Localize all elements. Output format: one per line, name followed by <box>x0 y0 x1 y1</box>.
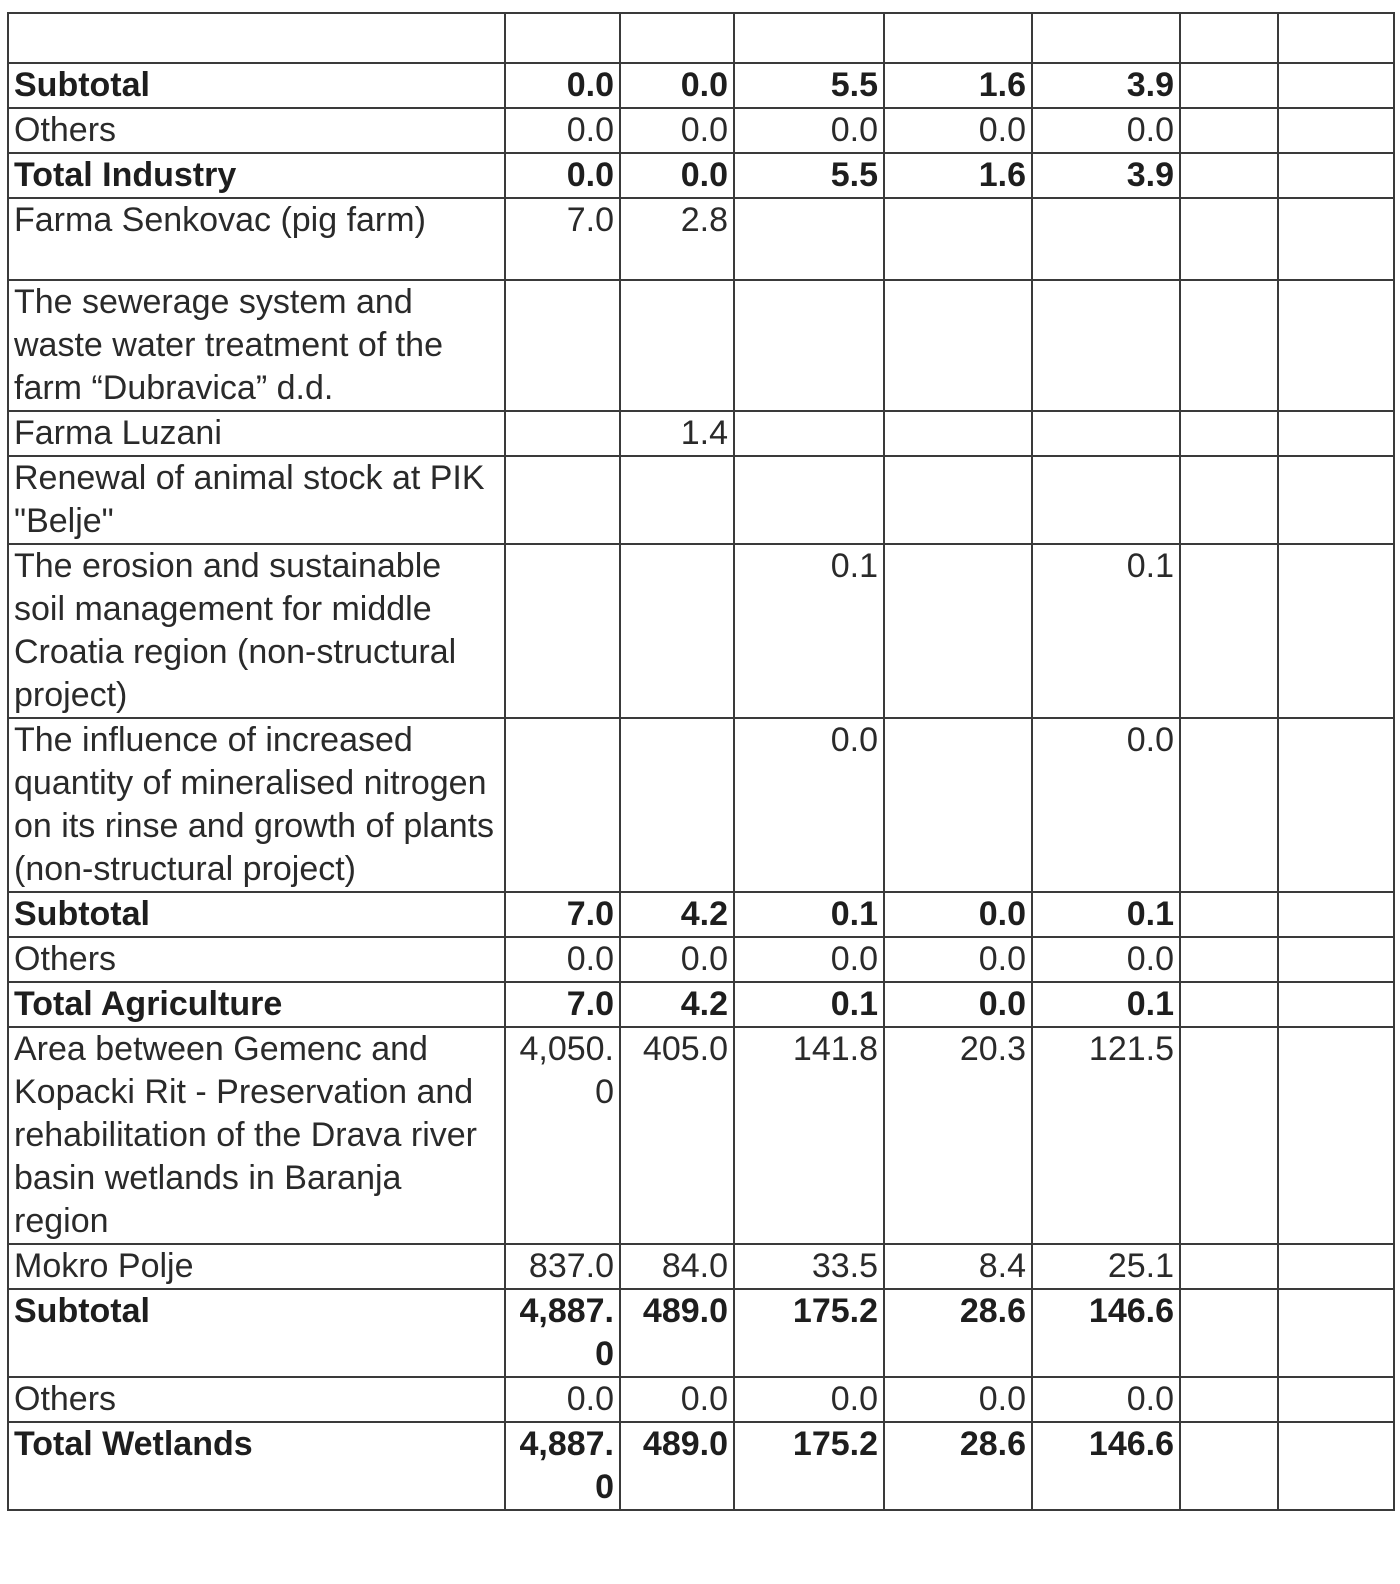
value-cell: 5.5 <box>734 153 884 198</box>
value-cell: 20.3 <box>884 1027 1032 1244</box>
value-cell: 0.0 <box>1032 718 1180 892</box>
value-cell: 0.0 <box>620 1377 734 1422</box>
value-cell: 146.6 <box>1032 1422 1180 1510</box>
value-cell <box>1180 108 1278 153</box>
row-label-cell: Mokro Polje <box>8 1244 505 1289</box>
value-cell <box>1180 1027 1278 1244</box>
value-cell <box>734 456 884 544</box>
value-cell: 0.0 <box>620 153 734 198</box>
row-label-cell: Others <box>8 937 505 982</box>
value-cell: 0.0 <box>884 937 1032 982</box>
value-cell <box>1278 982 1394 1027</box>
value-cell <box>884 411 1032 456</box>
value-cell <box>620 13 734 63</box>
value-cell <box>1032 280 1180 411</box>
table-row <box>8 937 1394 982</box>
value-cell: 175.2 <box>734 1289 884 1377</box>
value-cell: 0.1 <box>734 544 884 718</box>
row-label-cell: Subtotal <box>8 63 505 108</box>
value-cell: 121.5 <box>1032 1027 1180 1244</box>
value-cell <box>1278 153 1394 198</box>
value-cell: 0.0 <box>505 153 620 198</box>
value-cell: 84.0 <box>620 1244 734 1289</box>
value-cell <box>884 13 1032 63</box>
row-label-cell: The influence of increased quantity of mineralised nitrogen on its rinse and growth of plants (non-structural project) <box>8 718 505 892</box>
value-cell <box>1180 1289 1278 1377</box>
value-cell <box>1278 937 1394 982</box>
row-label-cell: Total Agriculture <box>8 982 505 1027</box>
data-table <box>7 12 1395 1511</box>
value-cell: 0.0 <box>505 1377 620 1422</box>
table-row <box>8 982 1394 1027</box>
table-row <box>8 1244 1394 1289</box>
row-label-cell: Farma Senkovac (pig farm) <box>8 198 505 280</box>
row-label-cell: The erosion and sustainable soil management for middle Croatia region (non-structural project) <box>8 544 505 718</box>
value-cell <box>1278 280 1394 411</box>
value-cell <box>620 280 734 411</box>
value-cell: 0.0 <box>505 63 620 108</box>
value-cell: 7.0 <box>505 982 620 1027</box>
value-cell <box>1032 411 1180 456</box>
value-cell: 7.0 <box>505 198 620 280</box>
value-cell <box>1180 544 1278 718</box>
value-cell <box>734 198 884 280</box>
value-cell: 4.2 <box>620 892 734 937</box>
value-cell <box>884 544 1032 718</box>
value-cell: 175.2 <box>734 1422 884 1510</box>
value-cell <box>1278 1422 1394 1510</box>
value-cell <box>620 456 734 544</box>
value-cell <box>505 280 620 411</box>
value-cell <box>1032 456 1180 544</box>
value-cell: 8.4 <box>884 1244 1032 1289</box>
row-label-cell: Subtotal <box>8 892 505 937</box>
value-cell <box>1278 1377 1394 1422</box>
table-row <box>8 198 1394 280</box>
value-cell <box>1180 153 1278 198</box>
value-cell: 28.6 <box>884 1289 1032 1377</box>
value-cell: 4.2 <box>620 982 734 1027</box>
value-cell: 489.0 <box>620 1422 734 1510</box>
value-cell: 141.8 <box>734 1027 884 1244</box>
value-cell <box>1180 1377 1278 1422</box>
table-row <box>8 456 1394 544</box>
value-cell <box>1278 1244 1394 1289</box>
value-cell: 3.9 <box>1032 153 1180 198</box>
row-label-cell <box>8 13 505 63</box>
value-cell <box>1278 718 1394 892</box>
value-cell: 28.6 <box>884 1422 1032 1510</box>
table-row <box>8 544 1394 718</box>
value-cell <box>1278 63 1394 108</box>
value-cell: 0.0 <box>1032 108 1180 153</box>
value-cell: 7.0 <box>505 892 620 937</box>
table-row <box>8 411 1394 456</box>
table-row <box>8 1289 1394 1377</box>
value-cell: 1.6 <box>884 153 1032 198</box>
table-row <box>8 1377 1394 1422</box>
table-row <box>8 63 1394 108</box>
value-cell <box>1180 280 1278 411</box>
table-row <box>8 280 1394 411</box>
value-cell <box>1278 198 1394 280</box>
value-cell: 4,050.0 <box>505 1027 620 1244</box>
value-cell <box>1278 1027 1394 1244</box>
value-cell: 837.0 <box>505 1244 620 1289</box>
value-cell <box>505 544 620 718</box>
value-cell: 4,887.0 <box>505 1422 620 1510</box>
table-row <box>8 892 1394 937</box>
value-cell <box>1278 1289 1394 1377</box>
value-cell <box>1180 13 1278 63</box>
value-cell <box>1278 13 1394 63</box>
value-cell <box>505 456 620 544</box>
table-body <box>8 13 1394 1510</box>
value-cell: 4,887.0 <box>505 1289 620 1377</box>
row-label-cell: Others <box>8 1377 505 1422</box>
value-cell: 0.0 <box>1032 1377 1180 1422</box>
table-row <box>8 1422 1394 1510</box>
value-cell <box>734 280 884 411</box>
value-cell: 0.1 <box>1032 982 1180 1027</box>
value-cell: 489.0 <box>620 1289 734 1377</box>
value-cell: 0.0 <box>620 937 734 982</box>
value-cell: 0.0 <box>734 108 884 153</box>
value-cell <box>620 718 734 892</box>
value-cell: 0.1 <box>734 982 884 1027</box>
value-cell <box>1180 456 1278 544</box>
value-cell: 0.0 <box>884 108 1032 153</box>
value-cell <box>1180 198 1278 280</box>
value-cell: 1.4 <box>620 411 734 456</box>
value-cell <box>1278 456 1394 544</box>
value-cell <box>1278 108 1394 153</box>
value-cell <box>1180 892 1278 937</box>
value-cell: 2.8 <box>620 198 734 280</box>
value-cell <box>1278 411 1394 456</box>
value-cell: 0.0 <box>620 108 734 153</box>
value-cell: 0.1 <box>734 892 884 937</box>
row-label-cell: Total Industry <box>8 153 505 198</box>
table-row <box>8 13 1394 63</box>
value-cell <box>1032 198 1180 280</box>
value-cell: 0.0 <box>734 937 884 982</box>
value-cell: 3.9 <box>1032 63 1180 108</box>
value-cell: 0.0 <box>884 982 1032 1027</box>
value-cell <box>1180 1244 1278 1289</box>
value-cell: 5.5 <box>734 63 884 108</box>
value-cell <box>884 718 1032 892</box>
row-label-cell: Subtotal <box>8 1289 505 1377</box>
value-cell <box>1278 892 1394 937</box>
value-cell: 0.0 <box>505 937 620 982</box>
row-label-cell: Renewal of animal stock at PIK "Belje" <box>8 456 505 544</box>
value-cell: 0.1 <box>1032 544 1180 718</box>
value-cell: 0.0 <box>884 1377 1032 1422</box>
row-label-cell: Others <box>8 108 505 153</box>
value-cell <box>1180 937 1278 982</box>
value-cell: 0.1 <box>1032 892 1180 937</box>
value-cell: 25.1 <box>1032 1244 1180 1289</box>
row-label-cell: Farma Luzani <box>8 411 505 456</box>
value-cell <box>1278 544 1394 718</box>
value-cell <box>620 544 734 718</box>
value-cell <box>1180 718 1278 892</box>
value-cell <box>734 13 884 63</box>
row-label-cell: Area between Gemenc and Kopacki Rit - Preservation and rehabilitation of the Drava river basin wetlands in Baranja region <box>8 1027 505 1244</box>
value-cell: 0.0 <box>620 63 734 108</box>
table-row <box>8 108 1394 153</box>
value-cell: 0.0 <box>884 892 1032 937</box>
table-row <box>8 718 1394 892</box>
value-cell: 0.0 <box>734 718 884 892</box>
value-cell: 0.0 <box>505 108 620 153</box>
row-label-cell: Total Wetlands <box>8 1422 505 1510</box>
value-cell: 0.0 <box>734 1377 884 1422</box>
value-cell <box>505 411 620 456</box>
value-cell <box>1180 982 1278 1027</box>
value-cell <box>1180 63 1278 108</box>
value-cell <box>505 718 620 892</box>
value-cell <box>1032 13 1180 63</box>
value-cell: 146.6 <box>1032 1289 1180 1377</box>
value-cell: 33.5 <box>734 1244 884 1289</box>
value-cell: 1.6 <box>884 63 1032 108</box>
value-cell: 405.0 <box>620 1027 734 1244</box>
table-row <box>8 153 1394 198</box>
table-row <box>8 1027 1394 1244</box>
value-cell <box>884 280 1032 411</box>
value-cell <box>1180 1422 1278 1510</box>
value-cell: 0.0 <box>1032 937 1180 982</box>
row-label-cell: The sewerage system and waste water treatment of the farm “Dubravica” d.d. <box>8 280 505 411</box>
value-cell <box>505 13 620 63</box>
value-cell <box>1180 411 1278 456</box>
value-cell <box>734 411 884 456</box>
value-cell <box>884 198 1032 280</box>
value-cell <box>884 456 1032 544</box>
